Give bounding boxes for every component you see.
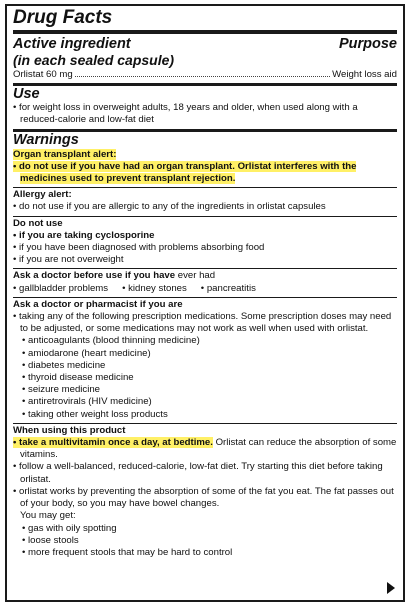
continue-arrow-icon <box>387 582 395 594</box>
active-ingredient-heading: Active ingredient <box>13 36 131 52</box>
drug-facts-panel <box>5 4 405 602</box>
dot-leader <box>75 68 330 77</box>
list-item: • pancreatitis <box>200 282 256 294</box>
when-using-item: • take a multivitamin once a day, at bedtime. Orlistat can reduce the absorption of some vitamins. <box>13 437 397 461</box>
when-using-heading: When using this product <box>13 424 126 436</box>
section-divider <box>13 297 397 298</box>
may-get-label: You may get: <box>20 510 76 522</box>
ask-pharmacist-heading: Ask a doctor or pharmacist if you are <box>13 298 183 310</box>
ask-pharmacist-intro: • taking any of the following prescription medications. Some prescription doses may need to be adjusted, or some medications may not work as well when used with orlistat. <box>13 311 392 335</box>
when-using-item: • follow a well-balanced, reduced-calorie, low-fat diet. Try starting this diet before taking orlistat. <box>13 461 383 485</box>
list-item: • kidney stones <box>122 282 187 294</box>
list-item: • loose stools <box>22 534 79 546</box>
active-ingredient-subheading: (in each sealed capsule) <box>13 52 175 68</box>
use-text: for weight loss in overweight adults, 18 years and older, when used along with a reduced-calorie and low-fat diet <box>19 102 358 126</box>
list-item: • seizure medicine <box>22 384 101 396</box>
use-heading: Use <box>13 86 40 103</box>
warnings-heading: Warnings <box>13 131 79 148</box>
section-divider <box>13 187 397 188</box>
transplant-alert-item: • do not use if you have had an organ transplant. Orlistat interferes with the medicines used to prevent transplant rejection. <box>13 160 357 185</box>
list-item: • taking other weight loss products <box>22 408 168 420</box>
use-item: • for weight loss in overweight adults, 18 years and older, when used along with a reduced-calorie and low-fat diet <box>13 102 358 126</box>
section-divider <box>13 268 397 269</box>
section-divider <box>13 423 397 424</box>
drug-facts-title: Drug Facts <box>13 7 397 34</box>
do-not-use-item: • if you are taking cyclosporine <box>13 229 155 241</box>
ask-doctor-list <box>13 283 397 295</box>
purpose-heading: Purpose <box>338 36 397 52</box>
list-item: • amiodarone (heart medicine) <box>22 347 151 359</box>
when-using-item: • orlistat works by preventing the absorption of some of the fat you eat. The fat passes out of your body, so you may have bowel changes. <box>13 485 394 510</box>
do-not-use-heading: Do not use <box>13 217 63 229</box>
list-item: • thyroid disease medicine <box>22 372 134 384</box>
list-item: • anticoagulants (blood thinning medicine) <box>22 335 200 347</box>
allergy-alert-heading: Allergy alert: <box>13 189 72 201</box>
transplant-alert-text: do not use if you have had an organ transplant. Orlistat interferes with the medicines used to prevent transplant rejection. <box>19 160 357 185</box>
active-ingredient-header <box>13 36 397 52</box>
list-item: • antiretrovirals (HIV medicine) <box>22 396 152 408</box>
do-not-use-item: • if you are not overweight <box>13 254 124 266</box>
list-item: • gallbladder problems <box>13 282 109 294</box>
transplant-alert-heading: Organ transplant alert: <box>13 148 117 160</box>
list-item: • gas with oily spotting <box>22 522 117 534</box>
ask-doctor-heading: Ask a doctor before use if you have ever had <box>13 270 216 282</box>
allergy-alert-item: • do not use if you are allergic to any of the ingredients in orlistat capsules <box>13 201 326 213</box>
active-ingredient-row <box>13 68 397 81</box>
list-item: • diabetes medicine <box>22 359 106 371</box>
do-not-use-item: • if you have been diagnosed with problems absorbing food <box>13 242 265 254</box>
list-item: • more frequent stools that may be hard to control <box>22 546 233 558</box>
section-divider <box>13 216 397 217</box>
ingredient-purpose: Weight loss aid <box>332 69 397 80</box>
ingredient-name: Orlistat 60 mg <box>13 69 73 80</box>
